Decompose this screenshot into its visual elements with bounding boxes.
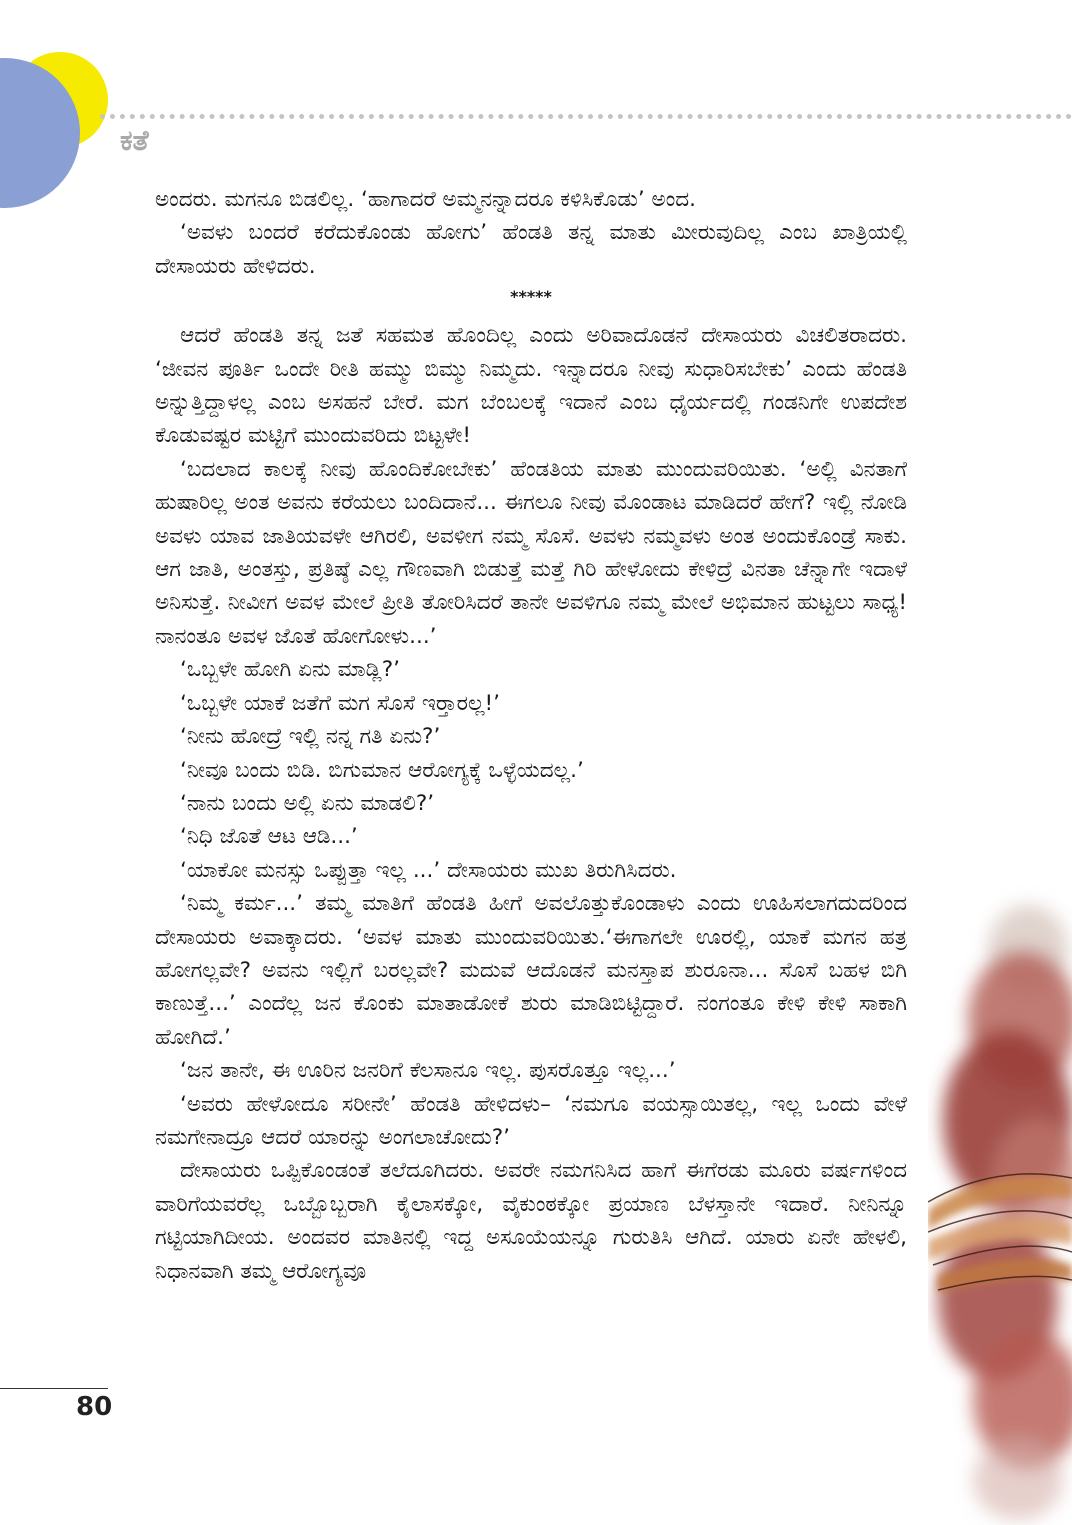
paragraph: ‘ಅವಳು ಬಂದರೆ ಕರೆದುಕೊಂಡು ಹೋಗು’ ಹೆಂಡತಿ ತನ್ನ ಮಾತು ಮೀರುವುದಿಲ್ಲ ಎಂಬ ಖಾತ್ರಿಯಲ್ಲಿ ದೇಸಾಯರು ಹೇಳಿದರು. xyxy=(155,220,907,279)
paragraph: ‘ಬದಲಾದ ಕಾಲಕ್ಕೆ ನೀವು ಹೊಂದಿಕೋಬೇಕು’ ಹೆಂಡತಿಯ ಮಾತು ಮುಂದುವರಿಯಿತು. ‘ಅಲ್ಲಿ ವಿನತಾಗೆ ಹುಷಾರಿಲ್ಲ ಅಂತ ಅವನು ಕರೆಯಲು ಬಂದಿದಾನೆ... ಈಗಲೂ ನೀವು ಮೊಂಡಾಟ ಮಾಡಿದರೆ ಹೇಗೆ? ಇಲ್ಲಿ ನೋಡಿ ಅವಳು ಯಾವ ಜಾತಿಯವಳೇ ಆಗಿರಲಿ, ಅವಳೀಗ ನಮ್ಮ ಸೊಸೆ. ಅವಳು ನಮ್ಮವಳು ಅಂತ ಅಂದುಕೊಂಡ್ರೆ ಸಾಕು. ಆಗ ಜಾತಿ, ಅಂತಸ್ತು, ಪ್ರತಿಷ್ಠೆ ಎಲ್ಲ ಗೌಣವಾಗಿ ಬಿಡುತ್ತೆ ಮತ್ತೆ ಗಿರಿ ಹೇಳೋದು ಕೇಳಿದ್ರೆ ವಿನತಾ ಚೆನ್ನಾಗೇ ಇದಾಳೆ ಅನಿಸುತ್ತೆ. ನೀವೀಗ ಅವಳ ಮೇಲೆ ಪ್ರೀತಿ ತೋರಿಸಿದರೆ ತಾನೇ ಅವಳಿಗೂ ನಮ್ಮ ಮೇಲೆ ಅಭಿಮಾನ ಹುಟ್ಟಲು ಸಾಧ್ಯ! ನಾನಂತೂ ಅವಳ ಜೊತೆ ಹೋಗೋಳು...’ xyxy=(155,456,907,649)
header-dotted-rule xyxy=(100,114,1072,119)
paragraph: ದೇಸಾಯರು ಒಪ್ಪಿಕೊಂಡಂತೆ ತಲೆದೂಗಿದರು. ಅವರೇ ನಮಗನಿಸಿದ ಹಾಗೆ ಈಗೆರಡು ಮೂರು ವರ್ಷಗಳಿಂದ ವಾರಿಗೆಯವರೆಲ್ಲ ಒಬ್ಬೊಬ್ಬರಾಗಿ ಕೈಲಾಸಕ್ಕೋ, ವೈಕುಂಠಕ್ಕೋ ಪ್ರಯಾಣ ಬೆಳಸ್ತಾನೇ ಇದಾರೆ. ನೀನಿನ್ನೂ ಗಟ್ಟಿಯಾಗಿದೀಯ. ಅಂದವರ ಮಾತಿನಲ್ಲಿ ಇದ್ದ ಅಸೂಯೆಯನ್ನೂ ಗುರುತಿಸಿ ಆಗಿದೆ. ಯಾರು ಏನೇ ಹೇಳಲಿ, ನಿಧಾನವಾಗಿ ತಮ್ಮ ಆರೋಗ್ಯವೂ xyxy=(155,1158,907,1284)
paragraph: ‘ಅವರು ಹೇಳೋದೂ ಸರೀನೇ’ ಹೆಂಡತಿ ಹೇಳಿದಳು– ‘ನಮಗೂ ವಯಸ್ಸಾಯಿತಲ್ಲ, ಇಲ್ಲ ಒಂದು ವೇಳೆ ನಮಗೇನಾದ್ರೂ ಆದರೆ ಯಾರನ್ನು ಅಂಗಲಾಚೋದು?’ xyxy=(155,1091,907,1150)
paragraph: ‘ಒಬ್ಬಳೇ ಹೋಗಿ ಏನು ಮಾಡ್ಲಿ?’ xyxy=(180,657,400,683)
footer-rule xyxy=(0,1388,108,1389)
paragraph: ‘ನೀವೂ ಬಂದು ಬಿಡಿ. ಬಿಗುಮಾನ ಆರೋಗ್ಯಕ್ಕೆ ಒಳ್ಳೆಯದಲ್ಲ.’ xyxy=(180,757,584,783)
side-illustration xyxy=(928,880,1072,1525)
paragraph: ‘ಜನ ತಾನೇ, ಈ ಊರಿನ ಜನರಿಗೆ ಕೆಲಸಾನೂ ಇಲ್ಲ. ಪುಸರೊತ್ತೂ ಇಲ್ಲ...’ xyxy=(180,1058,676,1084)
story-body xyxy=(155,183,907,1288)
paragraph: ‘ನೀನು ಹೋದ್ರೆ ಇಲ್ಲಿ ನನ್ನ ಗತಿ ಏನು?’ xyxy=(180,724,441,750)
section-separator: ***** xyxy=(510,287,552,307)
paragraph: ಆದರೆ ಹೆಂಡತಿ ತನ್ನ ಜತೆ ಸಹಮತ ಹೊಂದಿಲ್ಲ ಎಂದು ಅರಿವಾದೊಡನೆ ದೇಸಾಯರು ವಿಚಲಿತರಾದರು. ‘ಜೀವನ ಪೂರ್ತಿ ಒಂದೇ ರೀತಿ ಹಮ್ಮು ಬಿಮ್ಮು ನಿಮ್ಮದು. ಇನ್ನಾದರೂ ನೀವು ಸುಧಾರಿಸಬೇಕು’ ಎಂದು ಹೆಂಡತಿ ಅನ್ನುತ್ತಿದ್ದಾಳಲ್ಲ ಎಂಬ ಅಸಹನೆ ಬೇರೆ. ಮಗ ಬೆಂಬಲಕ್ಕೆ ಇದಾನೆ ಎಂಬ ಧೈರ್ಯದಲ್ಲಿ ಗಂಡನಿಗೇ ಉಪದೇಶ ಕೊಡುವಷ್ಟರ ಮಟ್ಟಿಗೆ ಮುಂದುವರಿದು ಬಿಟ್ಟಳೇ! xyxy=(155,323,907,449)
paragraph: ‘ನಿಧಿ ಜೊತೆ ಆಟ ಆಡಿ...’ xyxy=(180,824,358,850)
page-number: 80 xyxy=(76,1392,113,1422)
paragraph: ಅಂದರು. ಮಗನೂ ಬಿಡಲಿಲ್ಲ. ‘ಹಾಗಾದರೆ ಅಮ್ಮನನ್ನಾದರೂ ಕಳಿಸಿಕೊಡು’ ಅಂದ. xyxy=(155,187,696,212)
paragraph: ‘ಒಬ್ಬಳೇ ಯಾಕೆ ಜತೆಗೆ ಮಗ ಸೊಸೆ ಇರ್‍ತಾರಲ್ಲ!’ xyxy=(180,690,500,716)
section-label: ಕತೆ xyxy=(120,124,149,157)
paragraph: ‘ಯಾಕೋ ಮನಸ್ಸು ಒಪ್ಪುತ್ತಾ ಇಲ್ಲ ...’ ದೇಸಾಯರು ಮುಖ ತಿರುಗಿಸಿದರು. xyxy=(180,857,677,883)
paragraph: ‘ನಾನು ಬಂದು ಅಲ್ಲಿ ಏನು ಮಾಡಲಿ?’ xyxy=(180,790,435,816)
paragraph: ‘ನಿಮ್ಮ ಕರ್ಮ...’ ತಮ್ಮ ಮಾತಿಗೆ ಹೆಂಡತಿ ಹೀಗೆ ಅವಲೊತ್ತುಕೊಂಡಾಳು ಎಂದು ಊಹಿಸಲಾಗದುದರಿಂದ ದೇಸಾಯರು ಅವಾಕ್ಕಾದರು. ‘ಅವಳ ಮಾತು ಮುಂದುವರಿಯಿತು.‘ಈಗಾಗಲೇ ಊರಲ್ಲಿ, ಯಾಕೆ ಮಗನ ಹತ್ರ ಹೋಗಲ್ಲವೇ? ಅವನು ಇಲ್ಲಿಗೆ ಬರಲ್ಲವೇ? ಮದುವೆ ಆದೊಡನೆ ಮನಸ್ತಾಪ ಶುರೂನಾ... ಸೊಸೆ ಬಹಳ ಬಿಗಿ ಕಾಣುತ್ತೆ...’ ಎಂದೆಲ್ಲ ಜನ ಕೊಂಕು ಮಾತಾಡೋಕೆ ಶುರು ಮಾಡಿಬಿಟ್ಟಿದ್ದಾರೆ. ನಂಗಂತೂ ಕೇಳಿ ಕೇಳಿ ಸಾಕಾಗಿ ಹೋಗಿದೆ.’ xyxy=(155,891,907,1050)
